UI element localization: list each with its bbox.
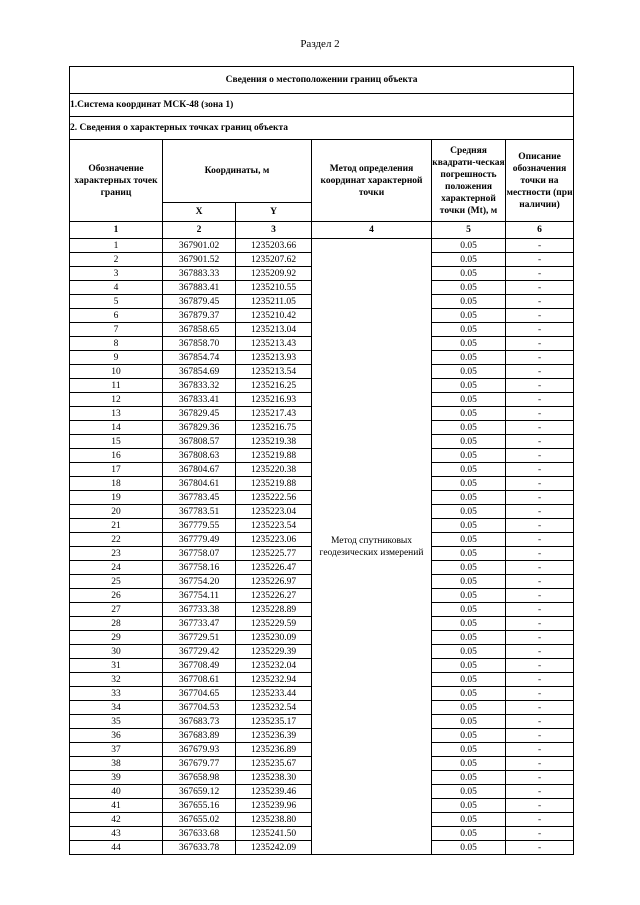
point-number: 43 <box>70 827 163 841</box>
error-value: 0.05 <box>432 281 506 295</box>
y-coordinate: 1235211.05 <box>236 295 312 309</box>
error-value: 0.05 <box>432 239 506 253</box>
error-value: 0.05 <box>432 827 506 841</box>
error-value: 0.05 <box>432 743 506 757</box>
header-error: Средняя квадрати-ческая погрешность положения характерной точки (Mt), м <box>432 140 506 222</box>
description-value: - <box>506 477 574 491</box>
description-value: - <box>506 519 574 533</box>
description-value: - <box>506 379 574 393</box>
points-title: 2. Сведения о характерных точках границ объекта <box>70 117 574 140</box>
description-value: - <box>506 407 574 421</box>
x-coordinate: 367783.45 <box>163 491 236 505</box>
error-value: 0.05 <box>432 799 506 813</box>
description-value: - <box>506 743 574 757</box>
y-coordinate: 1235219.88 <box>236 477 312 491</box>
description-value: - <box>506 785 574 799</box>
point-number: 30 <box>70 645 163 659</box>
x-coordinate: 367854.69 <box>163 365 236 379</box>
x-coordinate: 367758.16 <box>163 561 236 575</box>
error-value: 0.05 <box>432 771 506 785</box>
description-value: - <box>506 267 574 281</box>
point-number: 18 <box>70 477 163 491</box>
y-coordinate: 1235213.43 <box>236 337 312 351</box>
x-coordinate: 367783.51 <box>163 505 236 519</box>
description-value: - <box>506 827 574 841</box>
error-value: 0.05 <box>432 701 506 715</box>
description-value: - <box>506 771 574 785</box>
description-value: - <box>506 659 574 673</box>
point-number: 16 <box>70 449 163 463</box>
description-value: - <box>506 505 574 519</box>
coordinate-system: 1.Система координат МСК-48 (зона 1) <box>70 94 574 117</box>
y-coordinate: 1235210.42 <box>236 309 312 323</box>
x-coordinate: 367804.67 <box>163 463 236 477</box>
error-value: 0.05 <box>432 505 506 519</box>
description-value: - <box>506 337 574 351</box>
error-value: 0.05 <box>432 547 506 561</box>
y-coordinate: 1235232.04 <box>236 659 312 673</box>
point-number: 20 <box>70 505 163 519</box>
error-value: 0.05 <box>432 715 506 729</box>
point-number: 2 <box>70 253 163 267</box>
point-number: 44 <box>70 841 163 855</box>
error-value: 0.05 <box>432 295 506 309</box>
description-value: - <box>506 435 574 449</box>
description-value: - <box>506 561 574 575</box>
error-value: 0.05 <box>432 631 506 645</box>
error-value: 0.05 <box>432 533 506 547</box>
point-number: 12 <box>70 393 163 407</box>
y-coordinate: 1235216.25 <box>236 379 312 393</box>
x-coordinate: 367779.55 <box>163 519 236 533</box>
table-title: Сведения о местоположении границ объекта <box>70 67 574 94</box>
col-number: 5 <box>432 222 506 239</box>
header-y: Y <box>236 203 312 222</box>
y-coordinate: 1235219.38 <box>236 435 312 449</box>
description-value: - <box>506 645 574 659</box>
error-value: 0.05 <box>432 603 506 617</box>
description-value: - <box>506 281 574 295</box>
point-number: 40 <box>70 785 163 799</box>
x-coordinate: 367655.02 <box>163 813 236 827</box>
description-value: - <box>506 421 574 435</box>
x-coordinate: 367655.16 <box>163 799 236 813</box>
x-coordinate: 367754.20 <box>163 575 236 589</box>
error-value: 0.05 <box>432 813 506 827</box>
y-coordinate: 1235226.47 <box>236 561 312 575</box>
error-value: 0.05 <box>432 687 506 701</box>
error-value: 0.05 <box>432 575 506 589</box>
x-coordinate: 367758.07 <box>163 547 236 561</box>
y-coordinate: 1235207.62 <box>236 253 312 267</box>
point-number: 26 <box>70 589 163 603</box>
y-coordinate: 1235209.92 <box>236 267 312 281</box>
y-coordinate: 1235229.39 <box>236 645 312 659</box>
error-value: 0.05 <box>432 253 506 267</box>
y-coordinate: 1235235.17 <box>236 715 312 729</box>
x-coordinate: 367683.89 <box>163 729 236 743</box>
x-coordinate: 367808.57 <box>163 435 236 449</box>
point-number: 36 <box>70 729 163 743</box>
x-coordinate: 367901.02 <box>163 239 236 253</box>
description-value: - <box>506 309 574 323</box>
error-value: 0.05 <box>432 365 506 379</box>
error-value: 0.05 <box>432 659 506 673</box>
y-coordinate: 1235216.75 <box>236 421 312 435</box>
description-value: - <box>506 617 574 631</box>
description-value: - <box>506 253 574 267</box>
error-value: 0.05 <box>432 491 506 505</box>
y-coordinate: 1235236.89 <box>236 743 312 757</box>
y-coordinate: 1235216.93 <box>236 393 312 407</box>
col-number: 6 <box>506 222 574 239</box>
y-coordinate: 1235230.09 <box>236 631 312 645</box>
description-value: - <box>506 547 574 561</box>
error-value: 0.05 <box>432 673 506 687</box>
x-coordinate: 367704.65 <box>163 687 236 701</box>
description-value: - <box>506 323 574 337</box>
y-coordinate: 1235238.80 <box>236 813 312 827</box>
point-number: 17 <box>70 463 163 477</box>
col-number: 1 <box>70 222 163 239</box>
point-number: 32 <box>70 673 163 687</box>
x-coordinate: 367779.49 <box>163 533 236 547</box>
point-number: 8 <box>70 337 163 351</box>
point-number: 22 <box>70 533 163 547</box>
description-value: - <box>506 351 574 365</box>
description-value: - <box>506 533 574 547</box>
section-title: Раздел 2 <box>300 38 340 50</box>
x-coordinate: 367804.61 <box>163 477 236 491</box>
error-value: 0.05 <box>432 589 506 603</box>
point-number: 14 <box>70 421 163 435</box>
header-point-designation: Обозначение характерных точек границ <box>70 140 163 222</box>
point-number: 29 <box>70 631 163 645</box>
y-coordinate: 1235220.38 <box>236 463 312 477</box>
point-number: 23 <box>70 547 163 561</box>
description-value: - <box>506 729 574 743</box>
error-value: 0.05 <box>432 351 506 365</box>
x-coordinate: 367879.45 <box>163 295 236 309</box>
x-coordinate: 367733.47 <box>163 617 236 631</box>
description-value: - <box>506 491 574 505</box>
x-coordinate: 367679.93 <box>163 743 236 757</box>
x-coordinate: 367679.77 <box>163 757 236 771</box>
error-value: 0.05 <box>432 407 506 421</box>
point-number: 15 <box>70 435 163 449</box>
description-value: - <box>506 295 574 309</box>
x-coordinate: 367754.11 <box>163 589 236 603</box>
description-value: - <box>506 393 574 407</box>
error-value: 0.05 <box>432 449 506 463</box>
description-value: - <box>506 463 574 477</box>
y-coordinate: 1235239.96 <box>236 799 312 813</box>
y-coordinate: 1235217.43 <box>236 407 312 421</box>
error-value: 0.05 <box>432 729 506 743</box>
y-coordinate: 1235203.66 <box>236 239 312 253</box>
x-coordinate: 367633.78 <box>163 841 236 855</box>
x-coordinate: 367708.49 <box>163 659 236 673</box>
x-coordinate: 367683.73 <box>163 715 236 729</box>
error-value: 0.05 <box>432 785 506 799</box>
x-coordinate: 367829.36 <box>163 421 236 435</box>
error-value: 0.05 <box>432 477 506 491</box>
description-value: - <box>506 715 574 729</box>
header-method: Метод определения координат характерной точки <box>312 140 432 222</box>
error-value: 0.05 <box>432 519 506 533</box>
header-x: X <box>163 203 236 222</box>
error-value: 0.05 <box>432 323 506 337</box>
point-number: 35 <box>70 715 163 729</box>
col-number: 3 <box>236 222 312 239</box>
point-number: 3 <box>70 267 163 281</box>
description-value: - <box>506 449 574 463</box>
y-coordinate: 1235228.89 <box>236 603 312 617</box>
y-coordinate: 1235223.04 <box>236 505 312 519</box>
x-coordinate: 367808.63 <box>163 449 236 463</box>
y-coordinate: 1235226.27 <box>236 589 312 603</box>
y-coordinate: 1235241.50 <box>236 827 312 841</box>
error-value: 0.05 <box>432 379 506 393</box>
x-coordinate: 367858.70 <box>163 337 236 351</box>
description-value: - <box>506 631 574 645</box>
col-number: 2 <box>163 222 236 239</box>
point-number: 37 <box>70 743 163 757</box>
point-number: 27 <box>70 603 163 617</box>
y-coordinate: 1235219.88 <box>236 449 312 463</box>
point-number: 31 <box>70 659 163 673</box>
x-coordinate: 367879.37 <box>163 309 236 323</box>
point-number: 28 <box>70 617 163 631</box>
description-value: - <box>506 575 574 589</box>
x-coordinate: 367659.12 <box>163 785 236 799</box>
error-value: 0.05 <box>432 617 506 631</box>
error-value: 0.05 <box>432 757 506 771</box>
description-value: - <box>506 603 574 617</box>
y-coordinate: 1235222.56 <box>236 491 312 505</box>
point-number: 34 <box>70 701 163 715</box>
error-value: 0.05 <box>432 393 506 407</box>
x-coordinate: 367708.61 <box>163 673 236 687</box>
method-cell: Метод спутниковых геодезических измерений <box>312 239 432 855</box>
x-coordinate: 367901.52 <box>163 253 236 267</box>
description-value: - <box>506 239 574 253</box>
y-coordinate: 1235239.46 <box>236 785 312 799</box>
table-row <box>70 239 574 253</box>
boundary-table <box>69 66 574 855</box>
description-value: - <box>506 589 574 603</box>
x-coordinate: 367729.42 <box>163 645 236 659</box>
point-number: 41 <box>70 799 163 813</box>
description-value: - <box>506 687 574 701</box>
point-number: 6 <box>70 309 163 323</box>
description-value: - <box>506 673 574 687</box>
description-value: - <box>506 701 574 715</box>
point-number: 11 <box>70 379 163 393</box>
x-coordinate: 367883.33 <box>163 267 236 281</box>
point-number: 38 <box>70 757 163 771</box>
error-value: 0.05 <box>432 337 506 351</box>
point-number: 7 <box>70 323 163 337</box>
error-value: 0.05 <box>432 645 506 659</box>
point-number: 1 <box>70 239 163 253</box>
error-value: 0.05 <box>432 463 506 477</box>
x-coordinate: 367704.53 <box>163 701 236 715</box>
point-number: 25 <box>70 575 163 589</box>
point-number: 19 <box>70 491 163 505</box>
error-value: 0.05 <box>432 421 506 435</box>
y-coordinate: 1235213.93 <box>236 351 312 365</box>
point-number: 13 <box>70 407 163 421</box>
x-coordinate: 367854.74 <box>163 351 236 365</box>
y-coordinate: 1235229.59 <box>236 617 312 631</box>
y-coordinate: 1235210.55 <box>236 281 312 295</box>
x-coordinate: 367729.51 <box>163 631 236 645</box>
y-coordinate: 1235238.30 <box>236 771 312 785</box>
x-coordinate: 367833.32 <box>163 379 236 393</box>
y-coordinate: 1235223.06 <box>236 533 312 547</box>
description-value: - <box>506 799 574 813</box>
error-value: 0.05 <box>432 561 506 575</box>
y-coordinate: 1235223.54 <box>236 519 312 533</box>
x-coordinate: 367833.41 <box>163 393 236 407</box>
header-coordinates: Координаты, м <box>163 140 312 203</box>
point-number: 21 <box>70 519 163 533</box>
y-coordinate: 1235232.94 <box>236 673 312 687</box>
y-coordinate: 1235233.44 <box>236 687 312 701</box>
header-description: Описание обозначения точки на местности (при наличии) <box>506 140 574 222</box>
x-coordinate: 367883.41 <box>163 281 236 295</box>
description-value: - <box>506 841 574 855</box>
point-number: 24 <box>70 561 163 575</box>
y-coordinate: 1235225.77 <box>236 547 312 561</box>
description-value: - <box>506 813 574 827</box>
error-value: 0.05 <box>432 267 506 281</box>
y-coordinate: 1235236.39 <box>236 729 312 743</box>
point-number: 10 <box>70 365 163 379</box>
error-value: 0.05 <box>432 309 506 323</box>
y-coordinate: 1235242.09 <box>236 841 312 855</box>
y-coordinate: 1235213.04 <box>236 323 312 337</box>
y-coordinate: 1235213.54 <box>236 365 312 379</box>
point-number: 4 <box>70 281 163 295</box>
col-number: 4 <box>312 222 432 239</box>
description-value: - <box>506 365 574 379</box>
error-value: 0.05 <box>432 841 506 855</box>
x-coordinate: 367858.65 <box>163 323 236 337</box>
x-coordinate: 367633.68 <box>163 827 236 841</box>
x-coordinate: 367829.45 <box>163 407 236 421</box>
description-value: - <box>506 757 574 771</box>
point-number: 42 <box>70 813 163 827</box>
error-value: 0.05 <box>432 435 506 449</box>
point-number: 5 <box>70 295 163 309</box>
x-coordinate: 367733.38 <box>163 603 236 617</box>
point-number: 39 <box>70 771 163 785</box>
y-coordinate: 1235232.54 <box>236 701 312 715</box>
y-coordinate: 1235226.97 <box>236 575 312 589</box>
x-coordinate: 367658.98 <box>163 771 236 785</box>
y-coordinate: 1235235.67 <box>236 757 312 771</box>
point-number: 33 <box>70 687 163 701</box>
point-number: 9 <box>70 351 163 365</box>
